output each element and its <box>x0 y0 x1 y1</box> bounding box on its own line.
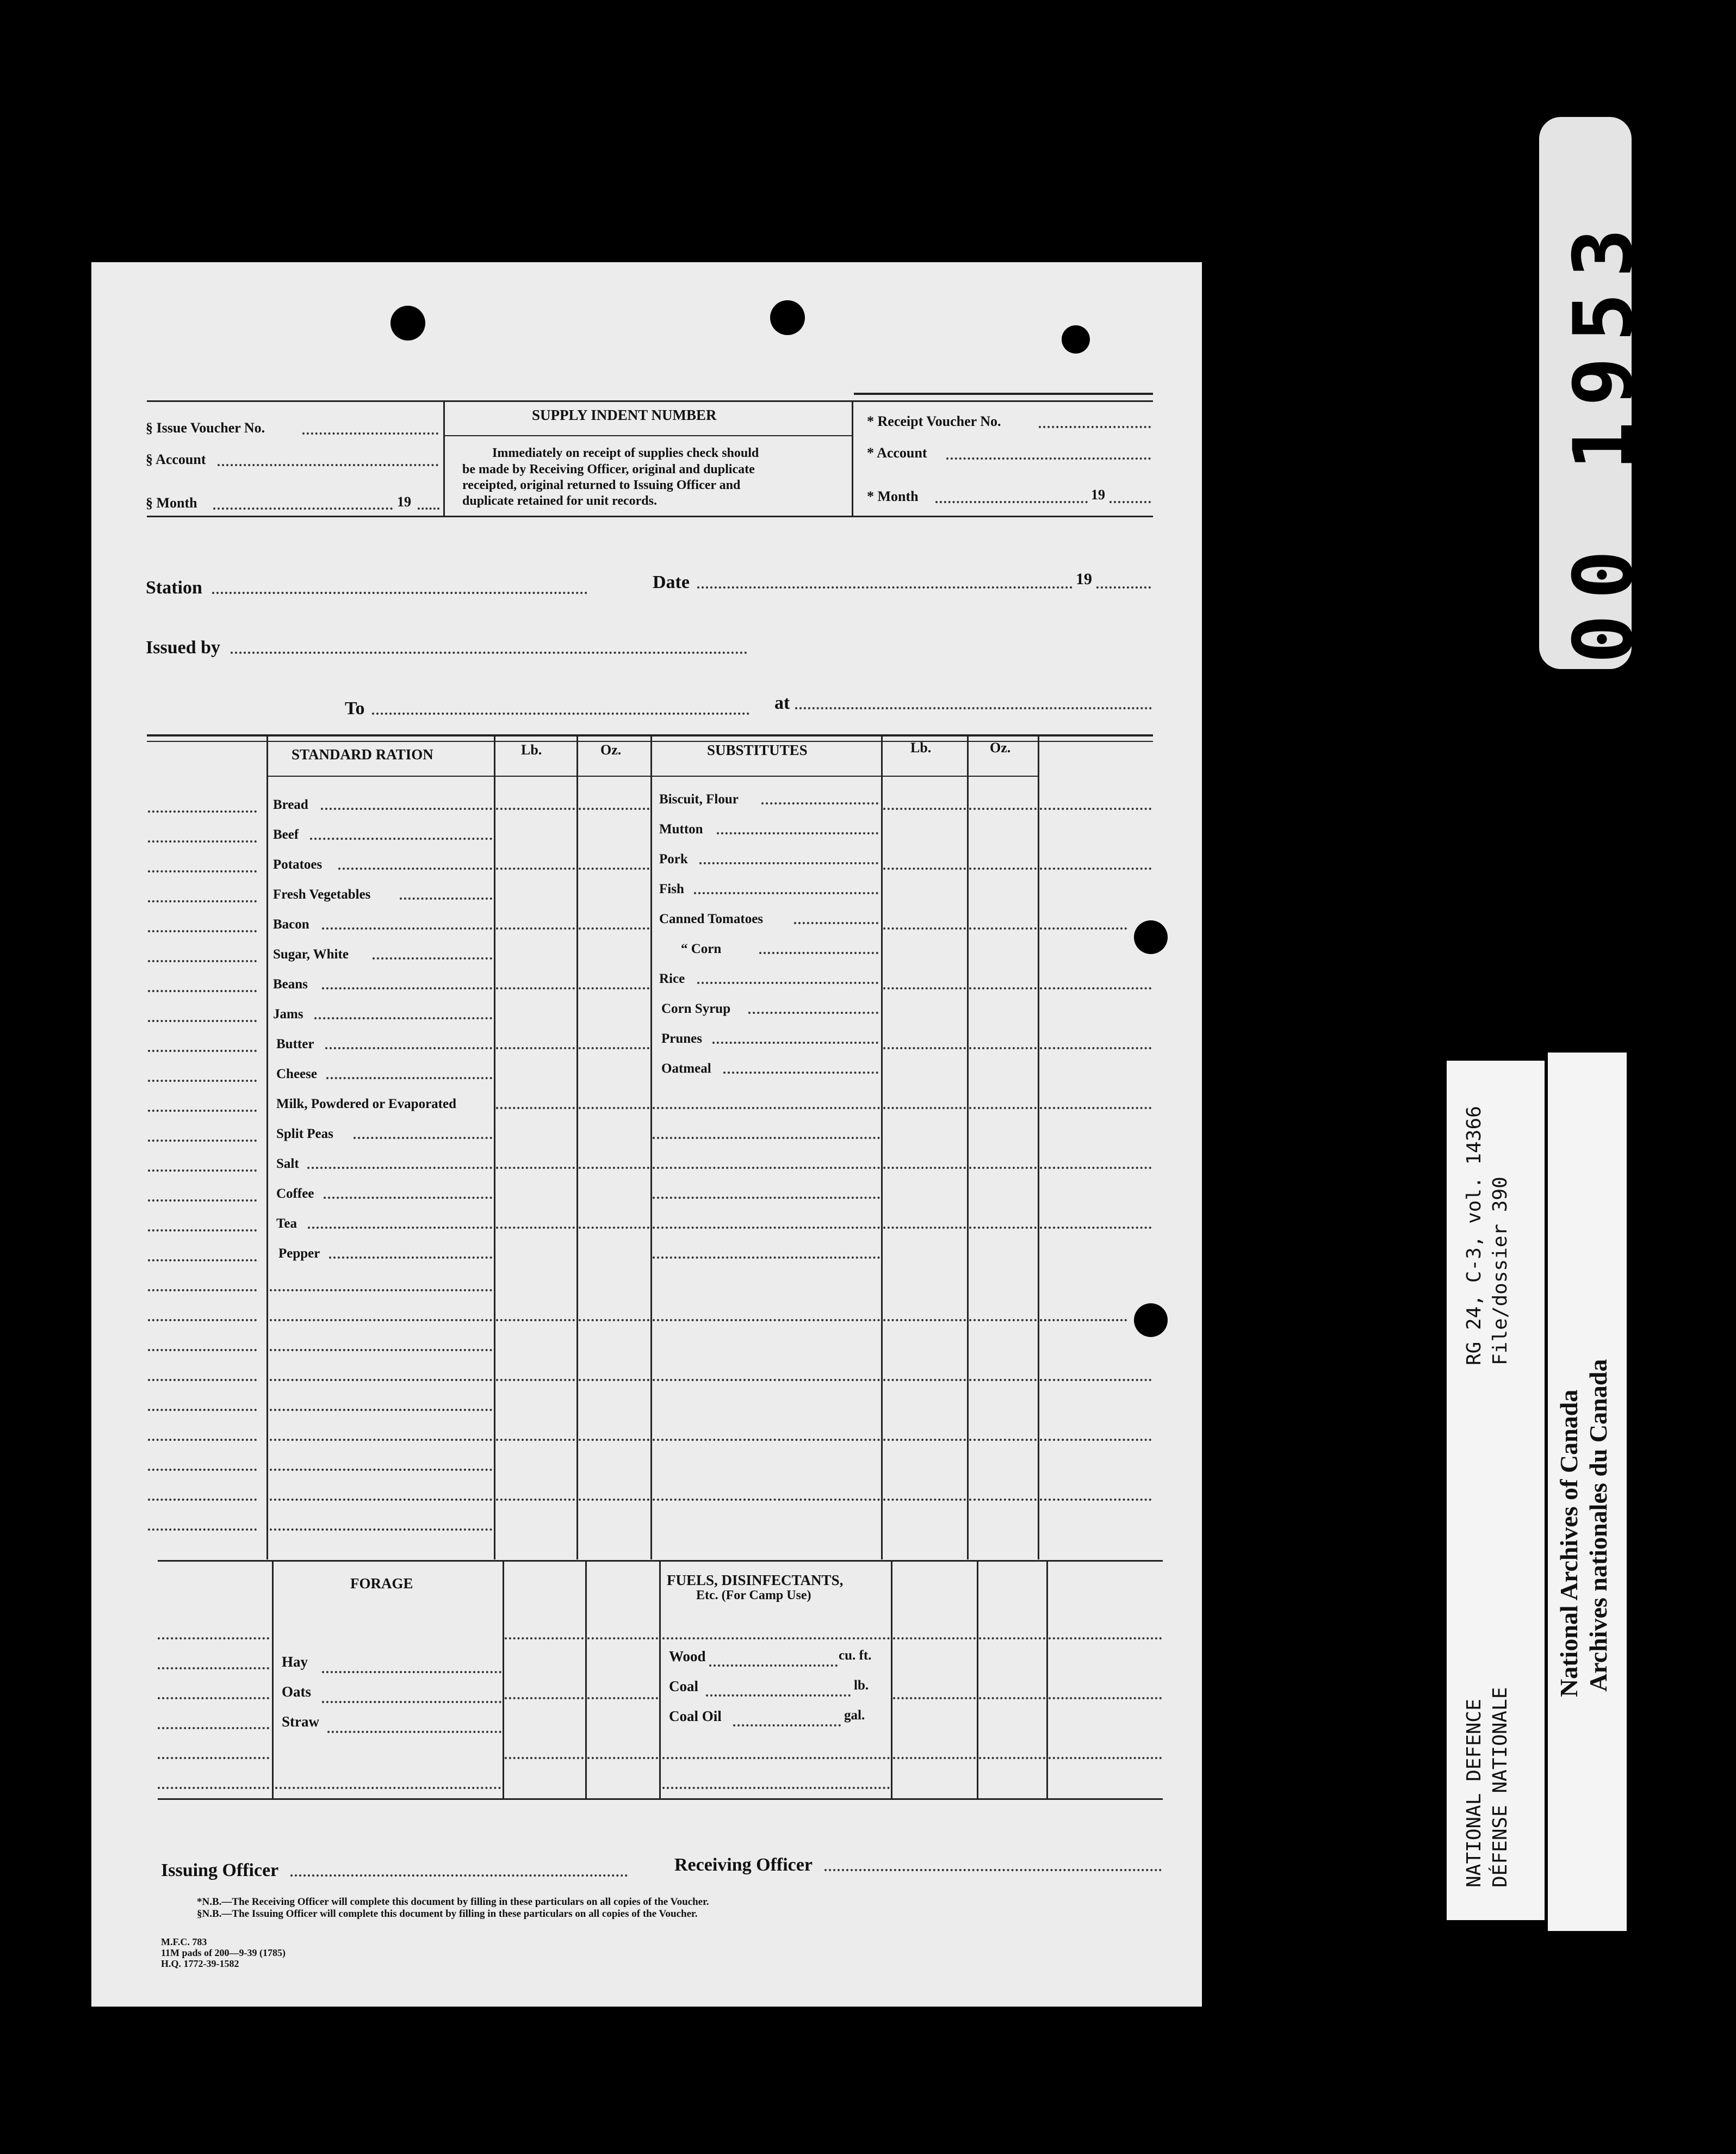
issue-voucher-label: § Issue Voucher No. <box>146 420 265 436</box>
station-label: Station <box>146 578 202 598</box>
oz-header-left: Oz. <box>600 742 622 758</box>
date-field[interactable] <box>697 586 1072 589</box>
ration-item: Fresh Vegetables <box>273 887 371 902</box>
archive-name-line1: National Archives of Canada <box>1555 1389 1583 1697</box>
substitutes-header: SUBSTITUTES <box>707 742 808 758</box>
archive-dept-line2: DÉFENSE NATIONALE <box>1489 1687 1511 1887</box>
substitute-item: Fish <box>659 882 684 896</box>
form-code-line2: 11M pads of 200—9-39 (1785) <box>161 1947 286 1958</box>
ration-item: Bacon <box>273 917 309 932</box>
lb-header-right: Lb. <box>910 740 932 756</box>
ration-item: Coffee <box>276 1186 314 1201</box>
substitute-item: Prunes <box>661 1031 702 1046</box>
fuel-unit: gal. <box>844 1708 865 1723</box>
to-label: To <box>345 698 365 719</box>
to-field[interactable] <box>372 713 749 715</box>
fuels-header: FUELS, DISINFECTANTS, <box>667 1572 844 1588</box>
forage-item: Hay <box>282 1654 308 1670</box>
punch-hole <box>1134 920 1168 954</box>
ration-item: Jams <box>273 1007 303 1022</box>
receiving-officer-label: Receiving Officer <box>674 1855 813 1875</box>
issuing-officer-label: Issuing Officer <box>161 1860 279 1880</box>
account-left-label: § Account <box>146 451 206 467</box>
fuel-item: Coal Oil <box>669 1708 722 1724</box>
instructions-line4: duplicate retained for unit records. <box>462 494 657 508</box>
substitute-item: Pork <box>659 852 688 866</box>
ration-item: Beef <box>273 827 299 842</box>
ration-item: Sugar, White <box>273 947 349 962</box>
oz-header-right: Oz. <box>990 740 1011 756</box>
instructions-line2: be made by Receiving Officer, original and duplicate <box>462 462 755 476</box>
ration-item: Milk, Powdered or Evaporated <box>276 1097 457 1111</box>
receipt-voucher-field[interactable] <box>1039 426 1151 428</box>
instructions-line3: receipted, original returned to Issuing Officer and <box>462 478 741 492</box>
lb-header-left: Lb. <box>521 742 542 758</box>
forage-item: Straw <box>282 1713 319 1730</box>
date-label: Date <box>653 572 690 592</box>
punch-hole <box>1134 1303 1168 1337</box>
note-receiving: *N.B.—The Receiving Officer will complete this document by filling in these particulars on all copies of the Voucher. <box>197 1896 709 1908</box>
forage-header: FORAGE <box>350 1575 413 1592</box>
substitute-item: Mutton <box>659 822 703 837</box>
month-left-label: § Month <box>146 495 197 511</box>
archive-dept-line1: NATIONAL DEFENCE <box>1463 1699 1485 1887</box>
ration-item: Pepper <box>278 1246 320 1261</box>
punch-hole <box>390 306 425 341</box>
account-right-label: * Account <box>867 445 927 461</box>
fuel-item: Coal <box>669 1678 698 1694</box>
supply-indent-title: SUPPLY INDENT NUMBER <box>532 407 717 423</box>
ration-item: Potatoes <box>273 857 323 872</box>
year-left-label: 19 <box>397 494 411 510</box>
substitute-item: “ Corn <box>681 942 722 956</box>
ration-item: Split Peas <box>276 1126 333 1141</box>
ration-item: Butter <box>276 1037 314 1051</box>
standard-ration-header: STANDARD RATION <box>292 746 433 763</box>
month-right-label: * Month <box>867 488 919 504</box>
issued-by-field[interactable] <box>231 652 747 654</box>
ration-item: Cheese <box>276 1067 317 1081</box>
ration-item: Tea <box>276 1216 297 1231</box>
at-field[interactable] <box>795 707 1152 709</box>
archive-ref-line1: RG 24, C-3, vol. 14366 <box>1463 1106 1485 1365</box>
month-left-field[interactable] <box>213 507 393 510</box>
instructions-line1: Immediately on receipt of supplies check should <box>492 446 759 460</box>
account-right-field[interactable] <box>946 457 1151 460</box>
ration-item: Bread <box>273 797 308 812</box>
note-issuing: §N.B.—The Issuing Officer will complete this document by filling in these particulars on all copies of the Voucher. <box>197 1908 698 1920</box>
substitute-item: Biscuit, Flour <box>659 792 739 807</box>
receipt-voucher-label: * Receipt Voucher No. <box>867 413 1001 429</box>
issued-by-label: Issued by <box>146 637 221 658</box>
substitute-item: Corn Syrup <box>661 1001 731 1016</box>
at-label: at <box>774 693 790 713</box>
fuels-subheader: Etc. (For Camp Use) <box>696 1588 811 1602</box>
form-code-line3: H.Q. 1772-39-1582 <box>161 1958 239 1969</box>
stamp-number: 00 1953 <box>1557 213 1651 664</box>
ration-item: Beans <box>273 977 308 992</box>
substitute-item: Oatmeal <box>661 1061 711 1076</box>
supply-voucher-form <box>91 262 1202 2007</box>
punch-hole <box>1062 325 1090 354</box>
issue-voucher-field[interactable] <box>302 432 438 435</box>
year-right-label: 19 <box>1091 487 1105 503</box>
forage-item: Oats <box>282 1683 311 1700</box>
substitute-item: Rice <box>659 971 685 986</box>
fuel-item: Wood <box>669 1648 706 1664</box>
archive-ref-line2: File/dossier 390 <box>1489 1177 1511 1365</box>
punch-hole <box>770 300 805 335</box>
form-code-line1: M.F.C. 783 <box>161 1936 207 1947</box>
receiving-officer-field[interactable] <box>824 1869 1162 1871</box>
month-right-field[interactable] <box>935 501 1088 503</box>
fuel-unit: lb. <box>854 1678 869 1693</box>
account-left-field[interactable] <box>218 464 438 466</box>
date-year-label: 19 <box>1076 570 1092 588</box>
issuing-officer-field[interactable] <box>290 1874 628 1877</box>
substitute-item: Canned Tomatoes <box>659 912 764 926</box>
station-field[interactable] <box>212 592 587 594</box>
fuel-unit: cu. ft. <box>839 1648 872 1663</box>
ration-item: Salt <box>276 1156 299 1171</box>
archive-name-line2: Archives nationales du Canada <box>1584 1359 1612 1692</box>
